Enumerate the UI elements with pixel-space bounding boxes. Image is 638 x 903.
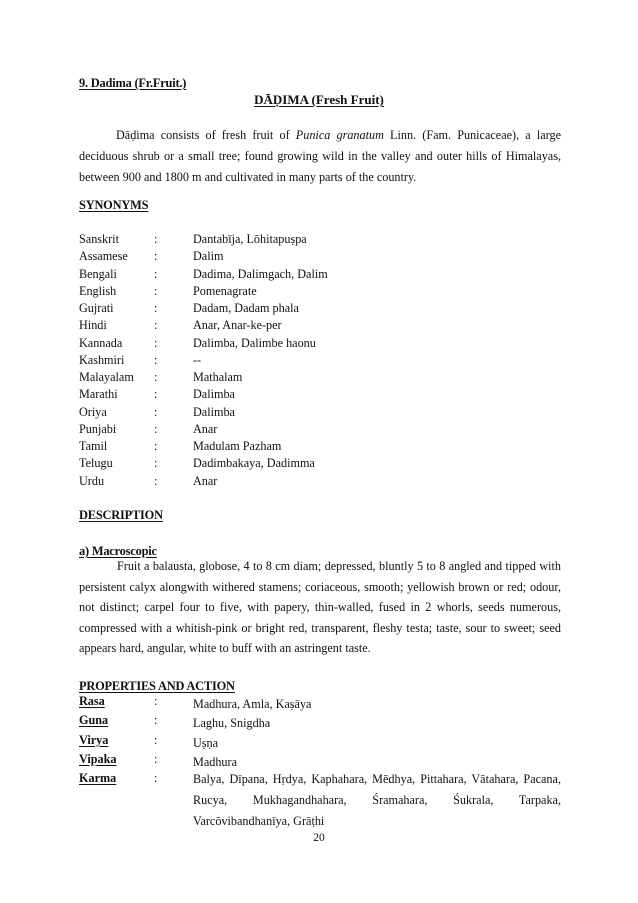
synonym-value: -- bbox=[193, 352, 202, 367]
page-number: 20 bbox=[313, 832, 325, 844]
synonym-value: Dadima, Dalimgach, Dalim bbox=[193, 266, 328, 281]
synonym-colon: : bbox=[154, 266, 158, 281]
synonym-language: Gujrati bbox=[79, 301, 114, 315]
synonym-row bbox=[79, 405, 561, 422]
synonym-colon: : bbox=[154, 387, 158, 402]
synonym-colon: : bbox=[154, 335, 158, 350]
synonym-language: Kashmiri bbox=[79, 352, 125, 367]
synonym-language: Oriya bbox=[79, 404, 107, 419]
synonym-language: Telugu bbox=[79, 456, 113, 471]
synonym-row bbox=[79, 318, 561, 335]
property-colon: : bbox=[154, 733, 158, 747]
synonym-language: Marathi bbox=[79, 387, 118, 402]
synonym-language: Punjabi bbox=[79, 421, 117, 436]
synonym-value: Anar, Anar-ke-per bbox=[193, 318, 282, 333]
synonym-row bbox=[79, 422, 561, 439]
synonym-colon: : bbox=[154, 404, 158, 419]
synonym-colon: : bbox=[154, 318, 158, 333]
synonym-value: Mathalam bbox=[193, 370, 243, 384]
synonym-row bbox=[79, 439, 561, 456]
synonym-row bbox=[79, 284, 561, 301]
synonym-value: Madulam Pazham bbox=[193, 439, 282, 453]
synonym-row bbox=[79, 387, 561, 404]
property-colon: : bbox=[154, 771, 158, 785]
synonym-colon: : bbox=[154, 473, 158, 488]
synonym-value: Dadam, Dadam phala bbox=[193, 301, 299, 315]
synonym-colon: : bbox=[154, 352, 158, 367]
species-name: Punica granatum bbox=[295, 128, 384, 142]
section-number-label: 9. Dadima (Fr.Fruit.) bbox=[79, 76, 187, 90]
synonym-language: Tamil bbox=[79, 439, 108, 453]
macroscopic-paragraph bbox=[79, 556, 561, 659]
synonym-value: Dalim bbox=[193, 249, 224, 264]
synonym-row bbox=[79, 232, 561, 249]
synonym-language: Kannada bbox=[79, 335, 123, 350]
synonym-language: Malayalam bbox=[79, 370, 134, 384]
synonym-colon: : bbox=[154, 421, 158, 436]
synonym-value: Dadimbakaya, Dadimma bbox=[193, 456, 315, 471]
intro-lead: Dāḍima consists of fresh fruit of bbox=[116, 128, 296, 142]
property-colon: : bbox=[154, 694, 158, 708]
synonym-value: Dantabīja, Lōhitapuṣpa bbox=[193, 232, 307, 246]
property-colon: : bbox=[154, 713, 158, 727]
synonym-colon: : bbox=[154, 283, 158, 298]
properties-heading: PROPERTIES AND ACTION bbox=[79, 679, 235, 693]
intro-rest: Linn. (Fam. Punicaceae), a large deciduous shrub or a small tree; found growing wild in the valley and outer hills of Himalayas, between 900 and 1800 m and cultivated in many parts of the country. bbox=[79, 128, 561, 184]
synonym-value: Pomenagrate bbox=[193, 283, 257, 298]
synonym-colon: : bbox=[154, 301, 158, 315]
synonym-row bbox=[79, 456, 561, 473]
synonym-row bbox=[79, 370, 561, 387]
synonym-language: English bbox=[79, 283, 117, 298]
synonym-value: Anar bbox=[193, 421, 218, 436]
synonym-colon: : bbox=[154, 232, 158, 246]
synonym-row bbox=[79, 301, 561, 318]
synonym-row bbox=[79, 336, 561, 353]
synonym-colon: : bbox=[154, 249, 158, 264]
page-title: DĀḌIMA (Fresh Fruit) bbox=[254, 92, 384, 107]
synonym-value: Dalimba, Dalimbe haonu bbox=[193, 335, 316, 350]
synonym-value: Dalimba bbox=[193, 404, 235, 419]
macroscopic-heading: a) Macroscopic bbox=[79, 544, 157, 558]
property-key: Guna bbox=[79, 713, 109, 727]
synonym-row bbox=[79, 353, 561, 370]
property-key: Vipaka bbox=[79, 752, 117, 766]
property-key: Karma bbox=[79, 771, 117, 785]
intro-paragraph bbox=[79, 125, 561, 188]
synonym-row bbox=[79, 474, 561, 491]
synonym-language: Bengali bbox=[79, 266, 117, 281]
property-key: Virya bbox=[79, 733, 109, 747]
property-value: Laghu, Snigdha bbox=[193, 716, 271, 730]
synonym-value: Dalimba bbox=[193, 387, 235, 402]
property-key: Rasa bbox=[79, 694, 105, 708]
macroscopic-text: Fruit a balausta, globose, 4 to 8 cm diam; depressed, bluntly 5 to 8 angled and tipped with persistent calyx alongwith withered stamens; coriaceous, smooth; yellowish brown or red; odour, not distinct; carpel four to five, with papery, thin-walled, fused in 2 whorls, seeds numerous, compressed with a whitish-pink or bright red, transparent, fleshy testa; taste, sour to sweet; seed appears hard, angular, white to buff with an astringent taste. bbox=[79, 559, 561, 656]
description-heading: DESCRIPTION bbox=[79, 508, 163, 522]
synonym-value: Anar bbox=[193, 473, 218, 488]
synonym-language: Sanskrit bbox=[79, 232, 119, 246]
synonym-row bbox=[79, 267, 561, 284]
property-value: Madhura bbox=[193, 755, 237, 769]
synonyms-heading: SYNONYMS bbox=[79, 198, 149, 212]
property-colon: : bbox=[154, 752, 158, 766]
synonym-language: Assamese bbox=[79, 249, 128, 264]
synonym-colon: : bbox=[154, 370, 158, 384]
property-value: Madhura, Amla, Kaṣāya bbox=[193, 697, 312, 711]
synonym-colon: : bbox=[154, 439, 158, 453]
synonym-colon: : bbox=[154, 456, 158, 471]
synonym-row bbox=[79, 249, 561, 266]
property-value: Balya, Dīpana, Hṛdya, Kaphahara, Mēdhya, Pittahara, Vātahara, Pacana, Rucya, Mukhagandhahara, Śramahara, Śukrala, Tarpaka, Varcōvibandhanīya, Grāṭhi bbox=[193, 772, 561, 828]
synonym-language: Urdu bbox=[79, 473, 105, 488]
property-value: Uṣṇa bbox=[193, 736, 219, 750]
synonym-language: Hindi bbox=[79, 318, 107, 333]
